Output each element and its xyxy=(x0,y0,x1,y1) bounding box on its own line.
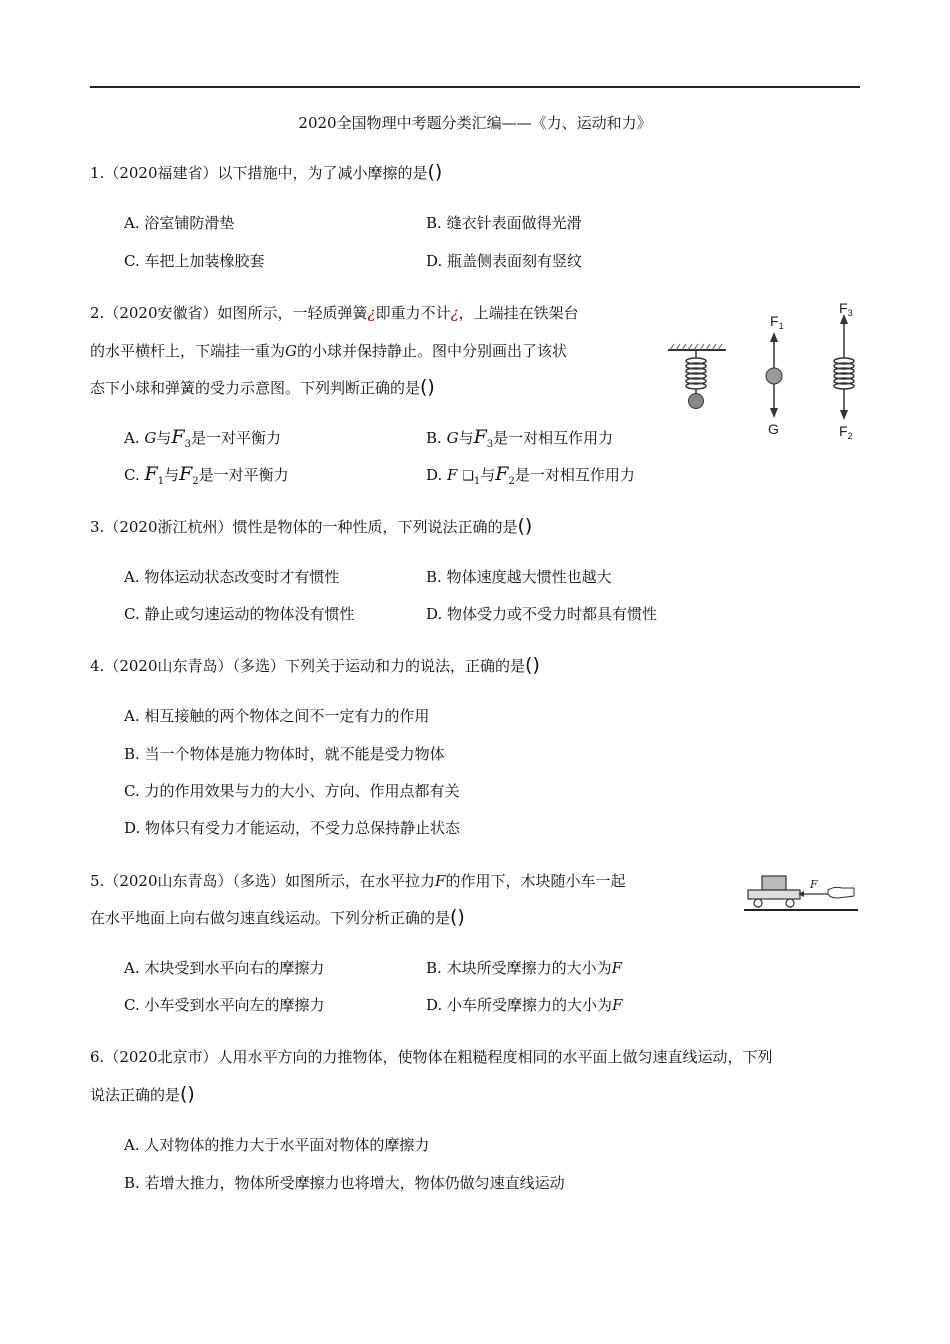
question-5-line-2: 在水平地面上向右做匀速直线运动。下列分析正确的是() xyxy=(90,906,465,928)
question-6-line-1: 6.（2020北京市）人用水平方向的力推物体，使物体在粗糙程度相同的水平面上做匀速直线运动，下列 xyxy=(90,1048,773,1066)
option-b: B. 木块所受摩擦力的大小为F xyxy=(426,959,623,977)
question-number: 1. xyxy=(90,164,105,182)
option-c: C. 力的作用效果与力的大小、方向、作用点都有关 xyxy=(124,782,460,800)
option-c: C. 车把上加装橡胶套 xyxy=(124,252,265,270)
option-a: A. 相互接触的两个物体之间不一定有力的作用 xyxy=(124,707,430,725)
option-b: B. 若增大推力，物体所受摩擦力也将增大，物体仍做匀速直线运动 xyxy=(124,1174,565,1192)
f-label: F xyxy=(810,878,818,891)
question-source: （2020福建省） xyxy=(104,164,218,182)
option-d: D. 瓶盖侧表面刻有竖纹 xyxy=(426,252,583,270)
option-b: B. 缝衣针表面做得光滑 xyxy=(426,214,582,232)
option-c: C. 静止或匀速运动的物体没有惯性 xyxy=(124,605,355,623)
question-stem: 以下措施中，为了减小摩擦的是 xyxy=(217,164,428,182)
f1-label: $F_1$ xyxy=(770,313,784,331)
cart-figure xyxy=(742,866,860,918)
f2-label: $F_2$ xyxy=(839,423,853,441)
option-a: A. G与$F_3$是一对平衡力 xyxy=(124,426,281,450)
question-5-line-1: 5.（2020山东青岛）（多选）如图所示，在水平拉力F的作用下，木块随小车一起 xyxy=(90,872,626,890)
g-label: G xyxy=(768,421,779,437)
question-3: 3.（2020浙江杭州）惯性是物体的一种性质，下列说法正确的是() xyxy=(90,515,533,537)
option-b: B. 当一个物体是施力物体时，就不能是受力物体 xyxy=(124,745,445,763)
question-4: 4.（2020山东青岛）（多选）下列关于运动和力的说法，正确的是() xyxy=(90,654,540,676)
question-6-line-2: 说法正确的是() xyxy=(90,1083,195,1105)
option-d: D. 物体受力或不受力时都具有惯性 xyxy=(426,605,658,623)
option-b: B. 物体速度越大惯性也越大 xyxy=(426,568,612,586)
option-d: D. 小车所受摩擦力的大小为F xyxy=(426,996,623,1014)
question-2-line-3: 态下小球和弹簧的受力示意图。下列判断正确的是() xyxy=(90,376,435,398)
question-2-line-2: 的水平横杆上，下端挂一重为G的小球并保持静止。图中分别画出了该状 xyxy=(90,342,568,360)
option-d: D. F $❑_1$与$F_2$是一对相互作用力 xyxy=(426,463,635,487)
page-title: 2020全国物理中考题分类汇编——《力、运动和力》 xyxy=(298,114,652,132)
answer-paren: () xyxy=(427,161,443,183)
option-c: C. 小车受到水平向左的摩擦力 xyxy=(124,996,325,1014)
header-rule xyxy=(90,86,860,88)
option-b: B. G与$F_3$是一对相互作用力 xyxy=(426,426,614,450)
question-1 xyxy=(90,162,442,183)
option-a: A. 浴室铺防滑垫 xyxy=(124,214,235,232)
option-d: D. 物体只有受力才能运动，不受力总保持静止状态 xyxy=(124,819,461,837)
question-2-line-1: 2.（2020安徽省）如图所示，一轻质弹簧¿即重力不计¿，上端挂在铁架台 xyxy=(90,304,579,322)
option-a: A. 木块受到水平向右的摩擦力 xyxy=(124,959,325,977)
option-a: A. 物体运动状态改变时才有惯性 xyxy=(124,568,340,586)
spring-force-diagram xyxy=(664,300,864,450)
f3-label: $F_3$ xyxy=(839,300,853,318)
option-c: C. $F_1$与$F_2$是一对平衡力 xyxy=(124,463,289,487)
option-a: A. 人对物体的推力大于水平面对物体的摩擦力 xyxy=(124,1136,430,1154)
